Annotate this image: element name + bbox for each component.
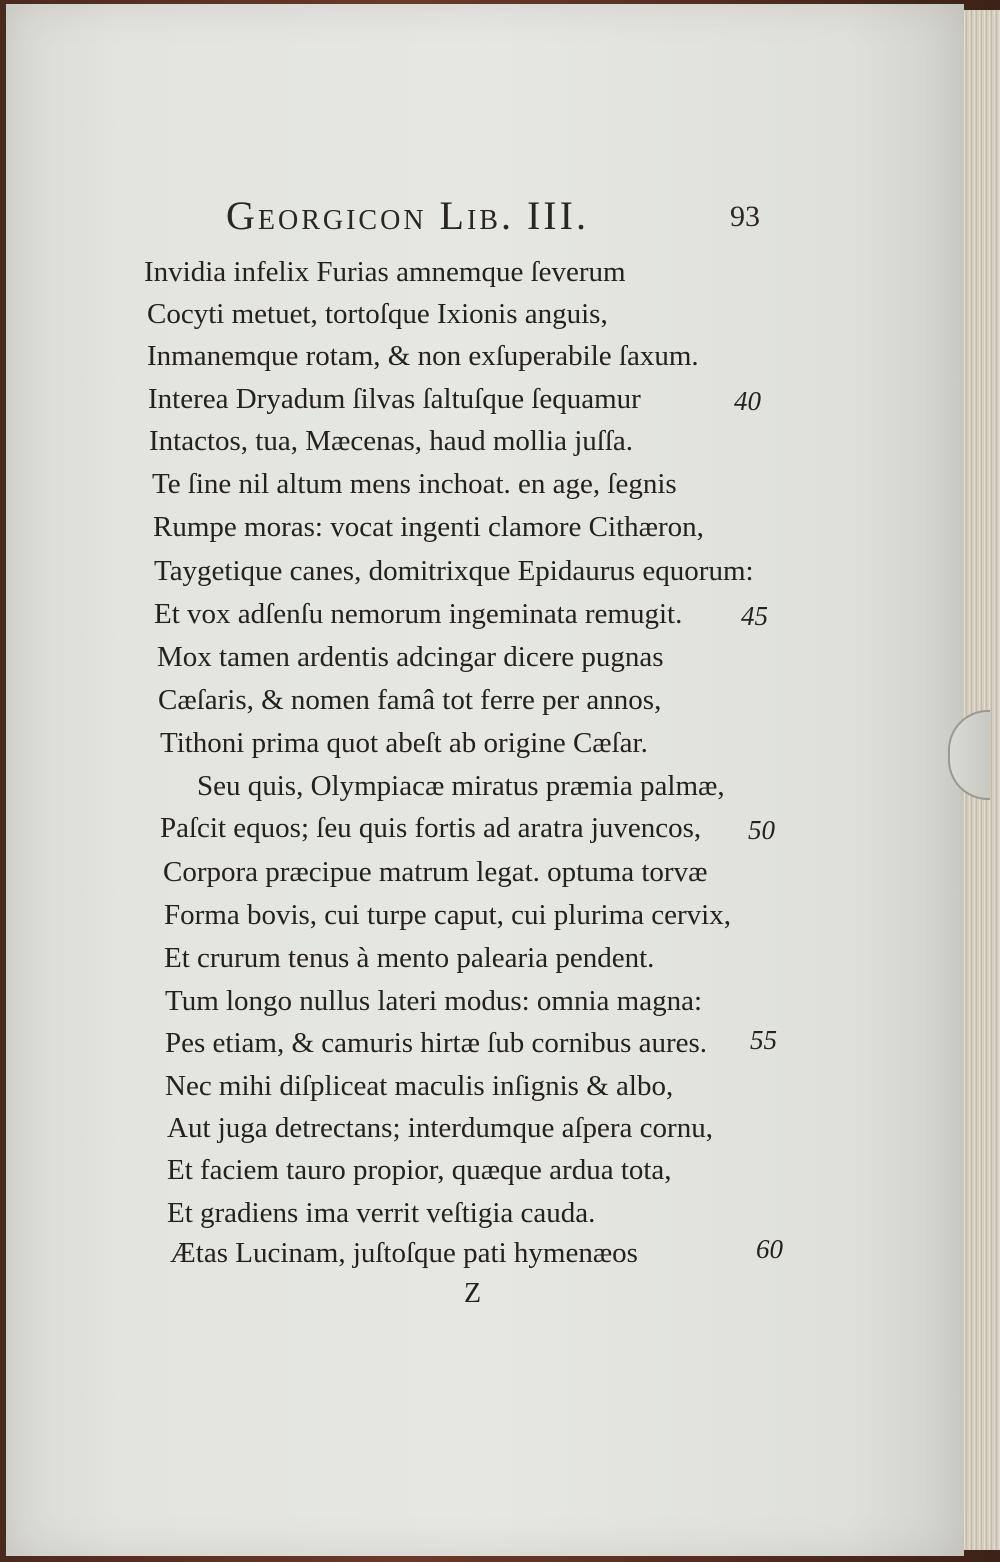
verse-line: Et vox adſenſu nemorum ingeminata remugit. xyxy=(154,598,683,630)
verse-line: Seu quis, Olympiacæ miratus præmia palmæ, xyxy=(197,770,725,802)
verse-line: Invidia infelix Furias amnemque ſeverum xyxy=(144,256,626,288)
verse-line: Tithoni prima quot abeſt ab origine Cæſar. xyxy=(160,727,648,759)
verse-line: Pes etiam, & camuris hirtæ ſub cornibus aures. xyxy=(165,1027,708,1059)
verse-line: Et gradiens ima verrit veſtigia cauda. xyxy=(167,1197,596,1229)
verse-line: Aut juga detrectans; interdumque aſpera cornu, xyxy=(167,1112,713,1144)
verse-line: Ætas Lucinam, juſtoſque pati hymenæos xyxy=(170,1237,638,1269)
page-number: 93 xyxy=(730,200,760,233)
verse-line: Corpora præcipue matrum legat. optuma torvæ xyxy=(163,856,708,888)
signature-mark: Z xyxy=(464,1278,482,1309)
verse-line: Nec mihi diſpliceat maculis inſignis & albo, xyxy=(165,1070,674,1102)
verse-line: Cocyti metuet, tortoſque Ixionis anguis, xyxy=(147,298,608,330)
verse-line: Forma bovis, cui turpe caput, cui plurima cervix, xyxy=(164,899,731,931)
verse-line: Cæſaris, & nomen famâ tot ferre per annos, xyxy=(158,684,662,716)
verse-line: Te ſine nil altum mens inchoat. en age, ſegnis xyxy=(152,468,677,500)
line-number: 40 xyxy=(734,386,761,416)
verse-line: Et crurum tenus à mento palearia pendent. xyxy=(164,942,655,974)
verse-line: Taygetique canes, domitrixque Epidaurus equorum: xyxy=(154,555,754,587)
verse-line: Et faciem tauro propior, quæque ardua tota, xyxy=(167,1154,672,1186)
verse-line: Paſcit equos; ſeu quis fortis ad aratra juvencos, xyxy=(160,812,702,844)
verse-line: Tum longo nullus lateri modus: omnia magna: xyxy=(165,985,703,1017)
line-number: 55 xyxy=(750,1025,777,1055)
verse-line: Mox tamen ardentis adcingar dicere pugnas xyxy=(157,641,664,673)
line-number: 50 xyxy=(748,815,775,845)
running-head: Georgicon Lib. III. xyxy=(226,193,589,238)
line-number: 60 xyxy=(756,1234,783,1264)
verse-line: Inmanemque rotam, & non exſuperabile ſaxum. xyxy=(147,340,699,372)
verse-line: Interea Dryadum ſilvas ſaltuſque ſequamur xyxy=(148,383,641,415)
verse-line: Rumpe moras: vocat ingenti clamore Cithæron, xyxy=(153,511,704,543)
line-number: 45 xyxy=(741,601,768,631)
verse-line: Intactos, tua, Mæcenas, haud mollia juſſa. xyxy=(149,425,634,457)
